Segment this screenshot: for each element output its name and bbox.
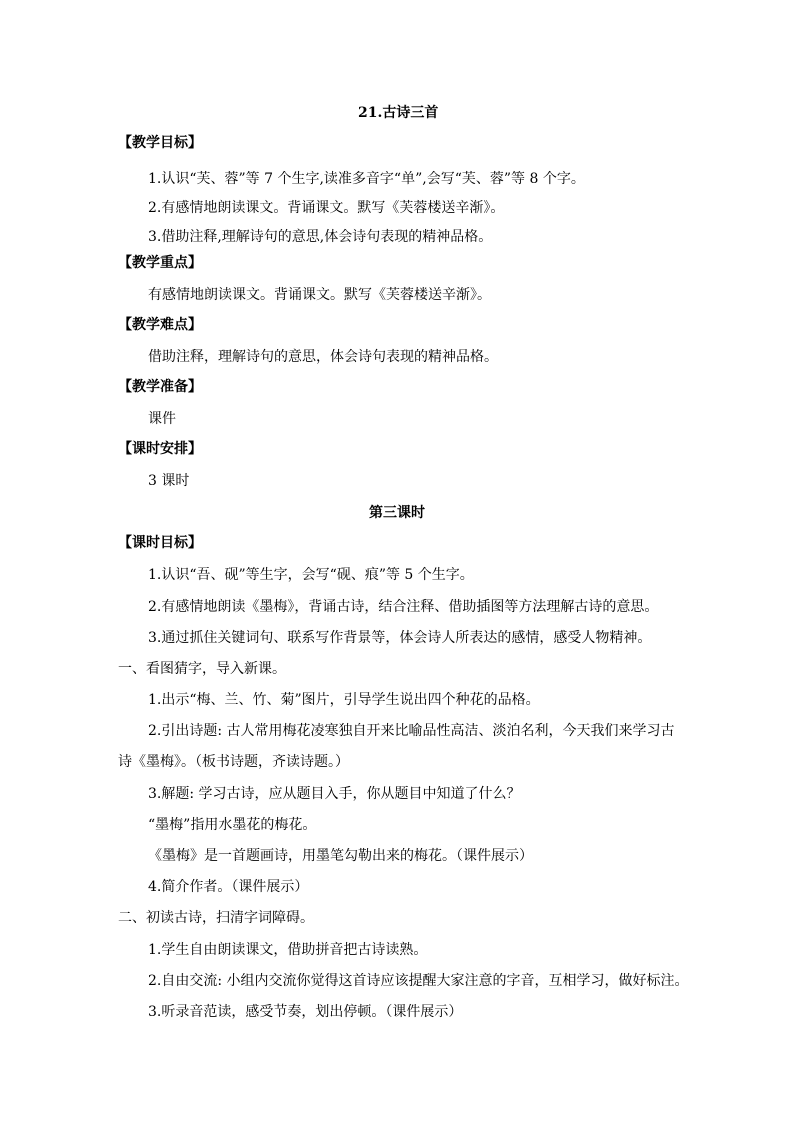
section-heading-teaching-goals: 【教学目标】 [118,135,202,151]
part1-item-2-line1: 2.引出诗题: 古人常用梅花凌寒独自开来比喻品性高洁、淡泊名利，今天我们来学习古 [148,723,675,739]
part-heading-2: 二、初读古诗，扫清字词障碍。 [118,910,314,926]
key-points-text: 有感情地朗读课文。背诵课文。默写《芙蓉楼送辛渐》。 [148,287,491,303]
preparation-text: 课件 [148,411,176,427]
part1-item-2-line2: 诗《墨梅》。（板书诗题，齐读诗题。） [118,754,349,770]
section-heading-preparation: 【教学准备】 [118,379,202,395]
goal-item-3: 3.借助注释,理解诗句的意思,体会诗句表现的精神品格。 [148,229,493,245]
lesson-goal-item-1: 1.认识“吾、砚”等生字，会写“砚、痕”等 5 个生字。 [148,567,474,583]
lesson-title: 第三课时 [369,505,425,521]
section-heading-key-points: 【教学重点】 [118,255,202,271]
part-heading-1: 一、看图猜字，导入新课。 [118,661,286,677]
document-title: 21.古诗三首 [358,105,439,121]
part1-item-3-note-b: 《墨梅》是一首题画诗，用墨笔勾勒出来的梅花。（课件展示） [148,848,533,864]
part2-item-3: 3.听录音范读，感受节奏，划出停顿。（课件展示） [148,1004,463,1020]
part1-item-4: 4.简介作者。（课件展示） [148,879,309,895]
section-heading-schedule: 【课时安排】 [118,441,202,457]
lesson-goal-item-3: 3.通过抓住关键词句、联系写作背景等，体会诗人所表达的感情，感受人物精神。 [148,630,652,646]
difficulties-text: 借助注释，理解诗句的意思，体会诗句表现的精神品格。 [148,349,498,365]
schedule-text: 3 课时 [148,473,190,489]
part2-item-1: 1.学生自由朗读课文，借助拼音把古诗读熟。 [148,942,428,958]
section-heading-difficulties: 【教学难点】 [118,317,202,333]
part1-item-1: 1.出示“梅、兰、竹、菊”图片，引导学生说出四个种花的品格。 [148,692,540,708]
goal-item-1: 1.认识“芙、蓉”等 7 个生字,读准多音字“单”,会写“芙、蓉”等 8 个字。 [148,171,585,187]
goal-item-2: 2.有感情地朗读课文。背诵课文。默写《芙蓉楼送辛渐》。 [148,200,505,216]
part2-item-2: 2.自由交流: 小组内交流你觉得这首诗应该提醒大家注意的字音，互相学习，做好标注。 [148,973,689,989]
part1-item-3-note-a: “墨梅”指用水墨花的梅花。 [148,817,317,833]
part1-item-3: 3.解题: 学习古诗，应从题目入手，你从题目中知道了什么？ [148,786,521,802]
lesson-goal-item-2: 2.有感情地朗读《墨梅》，背诵古诗，结合注释、借助插图等方法理解古诗的意思。 [148,599,659,615]
section-heading-lesson-goals: 【课时目标】 [118,535,202,551]
